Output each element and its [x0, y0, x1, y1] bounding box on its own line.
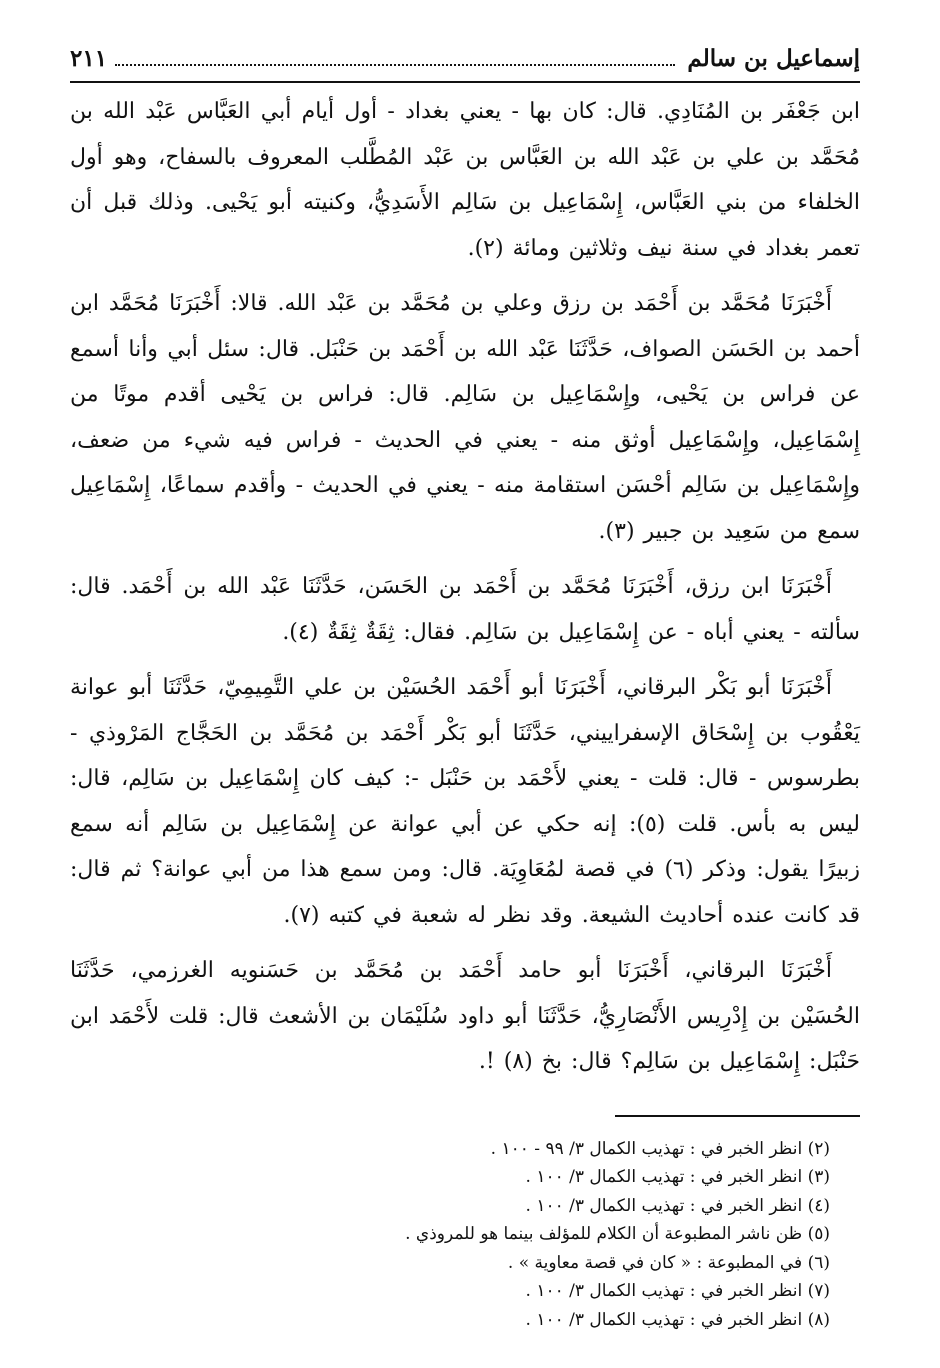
- main-text: [70, 89, 860, 1085]
- footnote: (٧) انظر الخبر في : تهذيب الكمال ٣/ ١٠٠ .: [525, 1281, 830, 1301]
- page-number: ٢١١: [70, 45, 108, 72]
- header-dot-leader: [115, 63, 675, 66]
- footnotes: [70, 1135, 860, 1335]
- book-page: [70, 45, 860, 1334]
- paragraph: أَخْبَرَنَا البرقاني، أَخْبَرَنَا أبو حامد أَحْمَد بن مُحَمَّد بن حَسَنويه الغرزمي، حَدَّثَنَا الحُسَيْن بن إِدْرِيس الأَنْصَارِيُّ، حَدَّثَنَا أبو داود سُلَيْمَان بن الأشعث قال: قلت لأَحْمَد ابن حَنْبَل: إِسْمَاعِيل بن سَالِم؟ قال: بخ (٨) !.: [70, 958, 860, 1074]
- paragraph: أَخْبَرَنَا مُحَمَّد بن أَحْمَد بن رزق وعلي بن مُحَمَّد بن عَبْد الله. قالا: أَخْبَرَنَا مُحَمَّد ابن أحمد بن الحَسَن الصواف، حَدَّثَنَا عَبْد الله بن أَحْمَد بن حَنْبَل. قال: سئل أبي وأنا أسمع عن فراس بن يَحْيى، وإِسْمَاعِيل بن سَالِم. قال: فراس بن يَحْيى أقدم موتًا من إِسْمَاعِيل، وإِسْمَاعِيل أوثق منه - يعني في الحديث - فراس فيه شيء من ضعف، وإِسْمَاعِيل بن سَالِم أحْسَن استقامة منه - يعني في الحديث - وأقدم سماعًا، إِسْمَاعِيل سمع من سَعِيد بن جبير (٣).: [70, 291, 860, 544]
- running-header: [70, 45, 860, 83]
- footnote: (٨) انظر الخبر في : تهذيب الكمال ٣/ ١٠٠ .: [525, 1309, 830, 1330]
- footnote: (٤) انظر الخبر في : تهذيب الكمال ٣/ ١٠٠ .: [525, 1195, 830, 1216]
- footnote: (٦) في المطبوعة : « كان في قصة معاوية » .: [507, 1252, 830, 1273]
- paragraph: أَخْبَرَنَا ابن رزق، أَخْبَرَنَا مُحَمَّد بن أَحْمَد بن الحَسَن، حَدَّثَنَا عَبْد الله بن أَحْمَد. قال: سألته - يعني أباه - عن إِسْمَاعِيل بن سَالِم. فقال: ثِقَةٌ ثِقَةٌ (٤).: [70, 574, 860, 645]
- running-title: إسماعيل بن سالم: [687, 45, 860, 72]
- paragraph: ابن جَعْفَر بن المُنَادِي. قال: كان بها - يعني بغداد - أول أيام أبي العَبَّاس عَبْد الله بن مُحَمَّد بن علي بن عَبْد الله بن العَبَّاس بن عَبْد المُطَّلب المعروف بالسفاح، وهو أول الخلفاء من بني العَبَّاس، إِسْمَاعِيل بن سَالِم الأَسَدِيُّ، وكنيته أبو يَحْيى. وذلك قبل أن تعمر بغداد في سنة نيف وثلاثين ومائة (٢).: [70, 99, 860, 261]
- paragraph: أَخْبَرَنَا أبو بَكْر البرقاني، أَخْبَرَنَا أبو أَحْمَد الحُسَيْن بن علي التَّمِيمِيّ، حَدَّثَنَا أبو عوانة يَعْقُوب بن إِسْحَاق الإسفراييني، حَدَّثَنَا أبو بَكْر أَحْمَد بن مُحَمَّد بن الحَجَّاج المَرْوذي - بطرسوس - قال: قلت - يعني لأَحْمَد بن حَنْبَل -: كيف كان إِسْمَاعِيل بن سَالِم، قال: ليس به بأس. قلت (٥): إنه حكي عن أبي عوانة عن إِسْمَاعِيل بن سَالِم أنه سمع زبيرًا يقول: وذكر (٦) في قصة لمُعَاوِيَة. قال: ومن سمع هذا من أبي عوانة؟ ثم قال: قد كانت عنده أحاديث الشيعة. وقد نظر له شعبة في كتبه (٧).: [70, 675, 860, 928]
- footnote: (٥) ظن ناشر المطبوعة أن الكلام للمؤلف بينما هو للمروذي .: [405, 1224, 830, 1244]
- footnote-separator-wrap: [70, 1095, 860, 1117]
- footnote: (٢) انظر الخبر في : تهذيب الكمال ٣/ ٩٩ - ١٠٠ .: [490, 1138, 830, 1159]
- footnote-separator: [615, 1115, 860, 1117]
- footnote: (٣) انظر الخبر في : تهذيب الكمال ٣/ ١٠٠ .: [525, 1167, 830, 1187]
